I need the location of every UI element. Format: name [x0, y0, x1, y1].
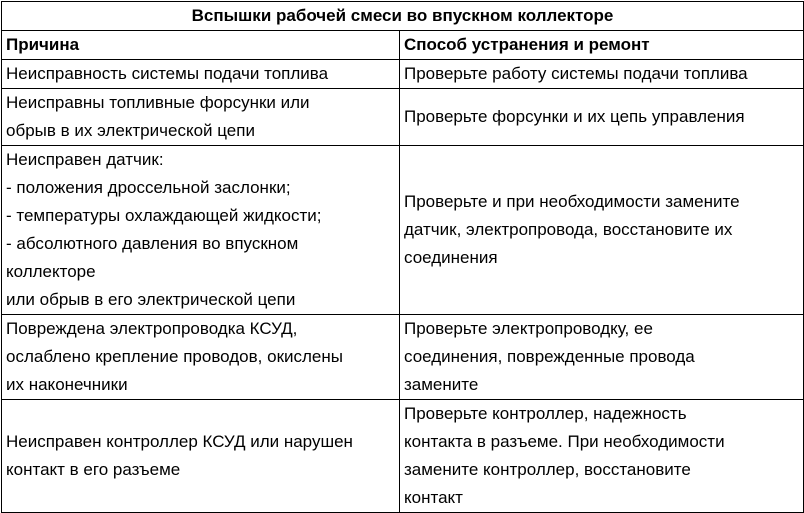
table-row	[2, 60, 804, 89]
remedy-cell	[400, 146, 804, 315]
cause-line: Неисправны топливные форсунки или	[6, 93, 310, 112]
remedy-line: Проверьте контроллер, надежность	[404, 404, 687, 423]
cause-line: - абсолютного давления во впускном	[6, 234, 299, 253]
cause-line: их наконечники	[6, 375, 128, 394]
table-title: Вспышки рабочей смеси во впускном коллекторе	[2, 2, 804, 31]
remedy-line: датчик, электропровода, восстановите их	[404, 220, 733, 239]
cause-cell	[2, 146, 400, 315]
remedy-line: Проверьте форсунки и их цепь управления	[404, 107, 745, 126]
table-row	[2, 146, 804, 315]
header-row	[2, 31, 804, 60]
cause-line: Повреждена электропроводка КСУД,	[6, 319, 298, 338]
remedy-line: замените	[404, 375, 479, 394]
cause-line: - температуры охлаждающей жидкости;	[6, 206, 322, 225]
cause-line: или обрыв в его электрической цепи	[6, 290, 296, 309]
remedy-line: замените контроллер, восстановите	[404, 460, 691, 479]
header-remedy: Способ устранения и ремонт	[400, 31, 804, 60]
remedy-line: контакт	[404, 488, 463, 507]
table-row	[2, 315, 804, 400]
cause-line: Неисправен датчик:	[6, 150, 164, 169]
cause-line: коллекторе	[6, 262, 96, 281]
cause-line: контакт в его разъеме	[6, 460, 181, 479]
cause-line: Неисправен контроллер КСУД или нарушен	[6, 432, 353, 451]
table-row	[2, 400, 804, 513]
remedy-cell	[400, 60, 804, 89]
remedy-cell	[400, 89, 804, 146]
title-row	[2, 2, 804, 31]
cause-line: ослаблено крепление проводов, окислены	[6, 347, 343, 366]
remedy-line: контакта в разъеме. При необходимости	[404, 432, 725, 451]
cause-cell	[2, 60, 400, 89]
cause-line: Неисправность системы подачи топлива	[6, 64, 329, 83]
cause-cell	[2, 400, 400, 513]
cause-line: - положения дроссельной заслонки;	[6, 178, 291, 197]
remedy-line: Проверьте электропроводку, ее	[404, 319, 653, 338]
remedy-cell	[400, 400, 804, 513]
header-cause: Причина	[2, 31, 400, 60]
remedy-line: соединения	[404, 248, 498, 267]
remedy-line: Проверьте и при необходимости замените	[404, 192, 740, 211]
cause-cell	[2, 89, 400, 146]
troubleshooting-table	[1, 1, 804, 513]
cause-line: обрыв в их электрической цепи	[6, 121, 255, 140]
cause-cell	[2, 315, 400, 400]
remedy-line: Проверьте работу системы подачи топлива	[404, 64, 748, 83]
remedy-line: соединения, поврежденные провода	[404, 347, 695, 366]
remedy-cell	[400, 315, 804, 400]
table-row	[2, 89, 804, 146]
